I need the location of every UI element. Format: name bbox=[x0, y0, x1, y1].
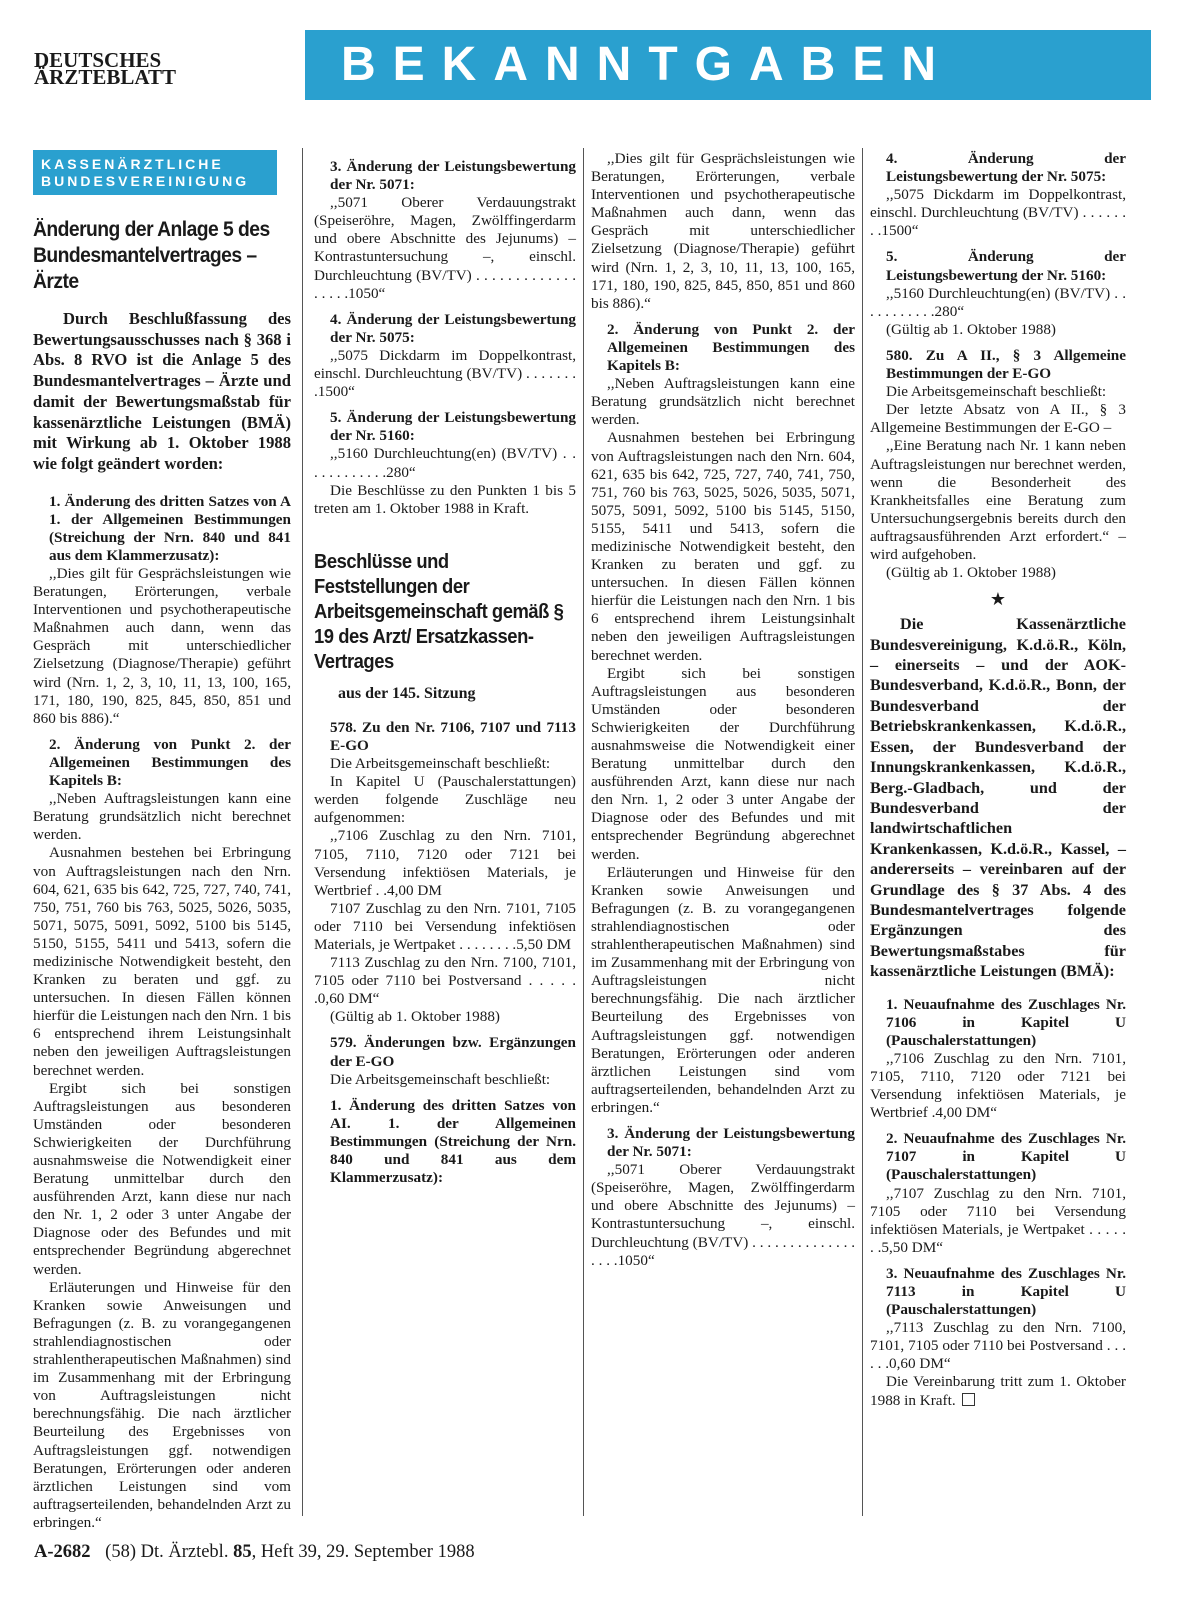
journal-masthead bbox=[34, 48, 204, 89]
column-4 bbox=[870, 150, 1126, 1410]
article-2-validity: (Gültig ab 1. Oktober 1988) bbox=[886, 564, 1056, 582]
article-1-paragraph: ,,Dies gilt für Gesprächsleistungen wie Beratungen, Erörterungen, verbale Interventionen und psychotherapeutische Maßnahmen auch dann, wenn das Gespräch mit unterschiedlicher Zielsetzung (Diagnose/Therapie) geführt wird (Nrn. 1, 2, 3, 10, 11, 13, 100, 165, 171, 180, 190, 825, 845, 850, 851 und 860 bis 886).“ bbox=[33, 565, 291, 727]
article-1-paragraph: ,,Neben Auftragsleistungen kann eine Beratung grundsätzlich nicht berechnet werden. bbox=[33, 790, 291, 844]
masthead-line-1: DEUTSCHES bbox=[34, 48, 162, 72]
article-2-heading-579-4: 4. Änderung der Leistungsbewertung der Nr. 5075: bbox=[886, 150, 1126, 186]
article-2-heading-579-5: 5. Änderung der Leistungsbewertung der Nr. 5160: bbox=[886, 248, 1126, 284]
section-tag bbox=[33, 150, 277, 195]
volume-number: 85 bbox=[233, 1542, 252, 1562]
article-2-paragraph: ,,Neben Auftragsleistungen kann eine Beratung grundsätzlich nicht berechnet werden. bbox=[591, 375, 855, 429]
article-2-paragraph: ,,5075 Dickdarm im Doppelkontrast, einschl. Durchleuchtung (BV/TV) . . . . . . . .1500“ bbox=[870, 186, 1126, 240]
article-2-paragraph: In Kapitel U (Pauschalerstattungen) werden folgende Zuschläge neu aufgenommen: bbox=[314, 773, 576, 827]
section-tag-line-2: BUNDESVEREINIGUNG bbox=[41, 173, 250, 189]
article-1-paragraph: Die Beschlüsse zu den Punkten 1 bis 5 treten am 1. Oktober 1988 in Kraft. bbox=[314, 481, 576, 517]
page-number: A-2682 bbox=[34, 1542, 91, 1562]
article-2-paragraph: Die Arbeitsgemeinschaft beschließt: bbox=[330, 755, 551, 773]
article-2-paragraph: ,,Dies gilt für Gesprächsleistungen wie Beratungen, Erörterungen, verbale Interventionen und psychotherapeutische Maßnahmen auch dann, wenn das Gespräch mit unterschiedlicher Zielsetzung (Diagnose/Therapie) geführt wird (Nrn. 1, 2, 3, 10, 11, 13, 100, 165, 171, 180, 190, 825, 845, 850, 851 und 860 bis 886).“ bbox=[591, 150, 855, 312]
article-1-paragraph-continues: Erläuterungen und Hinweise für den Kranken sowie Anweisungen und Befragungen (z. B. zu vorangegangenen strahlendiagnostischen oder strahlentherapeutischen Maßnahmen) sind im Zusammenhang mit der Erbringung von Auftragsleistungen nicht berechnungsfähig. Die nach ärztlicher Beurteilung des Ergebnisses von Auftragsleistungen ggf. notwendigen Beratungen, Erörterungen oder anderen ärztlichen Leistungen sind vom auftragserteilenden, behandelnden Arzt zu erbringen.“ bbox=[33, 1278, 291, 1531]
page-footer bbox=[34, 1542, 475, 1563]
column-divider bbox=[302, 148, 303, 1516]
article-1-heading-4: 4. Änderung der Leistungsbewertung der Nr. 5075: bbox=[330, 310, 576, 346]
article-2-heading-579-1: 1. Änderung des dritten Satzes von AI. 1. der Allgemeinen Bestimmungen (Streichung der Nrn. 840 und 841 aus dem Klammerzusatz): bbox=[330, 1096, 576, 1187]
article-1-lead: Durch Beschlußfassung des Bewertungsausschusses nach § 368 i Abs. 8 RVO ist die Anlage 5 des Bundesmantelvertrages – Ärzte und damit der Bewertungsmaßstab für kassenärztliche Leistungen (BMÄ) mit Wirkung ab 1. Oktober 1988 wie folgt geändert worden: bbox=[33, 309, 291, 473]
article-2-subtitle: aus der 145. Sitzung bbox=[338, 684, 476, 702]
article-1-title: Änderung der Anlage 5 des Bundesmantelvertrages – Ärzte bbox=[33, 218, 270, 293]
article-2-heading-580: 580. Zu A II., § 3 Allgemeine Bestimmungen der E-GO bbox=[886, 346, 1126, 383]
article-1-heading-3: 3. Änderung der Leistungsbewertung der Nr. 5071: bbox=[330, 158, 576, 194]
article-2-paragraph: 7113 Zuschlag zu den Nrn. 7100, 7101, 7105 oder 7110 bei Postversand . . . . . .0,60 DM“ bbox=[314, 954, 576, 1008]
article-2-paragraph: Ergibt sich bei sonstigen Auftragsleistungen aus besonderen Umständen oder besonderen Schwierigkeiten der Durchführung ausnahmsweise die Notwendigkeit einer Beratung unmittelbar durch den ausführenden Arzt, kann diese nur nach den Nrn. 1, 2 oder 3 unter Angabe der Diagnose oder des Befundes und mit entsprechender Begründung abgerechnet werden. bbox=[591, 664, 855, 863]
article-3-lead: Die Kassenärztliche Bundesvereinigung, K.d.ö.R., Köln, – einerseits – und der AOK-Bundesverband, K.d.ö.R., Bonn, der Bundesverband der Betriebskrankenkassen, K.d.ö.R., Essen, der Bundesverband der Innungskrankenkassen, K.d.ö.R., Berg.-Gladbach, und der Bundesverband der landwirtschaftlichen Krankenkassen, K.d.ö.R., Kassel, – andererseits – vereinbaren auf der Grundlage des § 37 Abs. 4 des Bundesmantelvertrages folgende Ergänzungen des Bewertungsmaßstabes für kassenärztliche Leistungen (BMÄ): bbox=[870, 615, 1126, 981]
article-1-paragraph: ,,5160 Durchleuchtung(en) (BV/TV) . . . . . . . . . . . .280“ bbox=[314, 445, 576, 481]
section-banner bbox=[305, 30, 1151, 100]
issue-date: , Heft 39, 29. September 1988 bbox=[251, 1542, 475, 1562]
article-2-paragraph: Ausnahmen bestehen bei Erbringung von Auftragsleistungen nach den Nrn. 604, 621, 635 bis 642, 725, 727, 740, 741, 750, 751, 760 bis 763, 5025, 5026, 5035, 5071, 5075, 5091, 5092, 5100 bis 5145, 5150, 5155, 5411 und 5413, sofern die medizinische Notwendigkeit besteht, den Kranken zu beraten und ggf. zu untersuchen. In diesen Fällen können hierfür die Leistungen nach den Nrn. 1 bis 6 entsprechend ihrem Leistungsinhalt neben den jeweiligen Auftragsleistungen berechnet werden. bbox=[591, 429, 855, 664]
article-3-heading-3: 3. Neuaufnahme des Zuschlages Nr. 7113 in Kapitel U (Pauschalerstattungen) bbox=[886, 1264, 1126, 1319]
article-2-paragraph: Erläuterungen und Hinweise für den Kranken sowie Anweisungen und Befragungen (z. B. zu vorangegangenen strahlendiagnostischen oder strahlentherapeutischen Maßnahmen) sind im Zusammenhang mit der Erbringung von Auftragsleistungen nicht berechnungsfähig. Die nach ärztlicher Beurteilung des Ergebnisses von Auftragsleistungen ggf. notwendigen Beratungen, Erörterungen oder anderen ärztlichen Leistungen sind vom auftragserteilenden, behandelnden Arzt zu erbringen.“ bbox=[591, 863, 855, 1116]
column-divider bbox=[583, 148, 584, 1516]
article-1-paragraph: Ergibt sich bei sonstigen Auftragsleistungen aus besonderen Umständen oder besonderen Schwierigkeiten der Durchführung ausnahmsweise die Notwendigkeit einer Beratung unmittelbar durch den ausführenden Arzt, kann diese nur nach den Nr. 1, 2 oder 3 unter Angabe der Diagnose oder des Befundes und mit entsprechender Begründung abgerechnet werden. bbox=[33, 1079, 291, 1278]
article-2-paragraph: ,,5071 Oberer Verdauungstrakt (Speiseröhre, Magen, Zwölffingerdarm und obere Abschnitte des Jejunums) – Kontrastuntersuchung –, einschl. Durchleuchtung (BV/TV) . . . . . . . . . . . . . . . . . .1050“ bbox=[591, 1161, 855, 1269]
article-2-paragraph: ,,Eine Beratung nach Nr. 1 kann neben Auftragsleistungen nur berechnet werden, wenn die Besonderheit des Krankheitsfalles eine Beratung zum Untersuchungsergebnis bereits durch den auftragsausführenden Arzt erfordert.“ – wird aufgehoben. bbox=[870, 437, 1126, 563]
masthead-line-2: ÄRZTEBLATT bbox=[34, 65, 176, 89]
article-2-validity: (Gültig ab 1. Oktober 1988) bbox=[330, 1008, 500, 1026]
article-3-closing-text: Die Vereinbarung tritt zum 1. Oktober 1988 in Kraft. bbox=[870, 1373, 1126, 1409]
article-2-paragraph: 7107 Zuschlag zu den Nrn. 7101, 7105 oder 7110 bei Versendung infektiösen Materials, je Wertpaket . . . . . . . .5,50 DM bbox=[314, 899, 576, 953]
article-2-heading-579-2: 2. Änderung von Punkt 2. der Allgemeinen Bestimmungen des Kapitels B: bbox=[607, 320, 855, 375]
article-2-validity: (Gültig ab 1. Oktober 1988) bbox=[886, 320, 1056, 338]
issue-reference: (58) Dt. Ärztebl. bbox=[105, 1542, 229, 1562]
section-tag-line-1: KASSENÄRZTLICHE bbox=[41, 156, 224, 172]
article-3-heading-2: 2. Neuaufnahme des Zuschlages Nr. 7107 in Kapitel U (Pauschalerstattungen) bbox=[886, 1130, 1126, 1184]
article-2-paragraph: Der letzte Absatz von A II., § 3 Allgemeine Bestimmungen der E-GO – bbox=[870, 401, 1126, 437]
banner-title: BEKANNTGABEN bbox=[341, 38, 953, 91]
article-1-heading-1: 1. Änderung des dritten Satzes von A 1. der Allgemeinen Bestimmungen (Streichung der Nrn. 840 und 841 aus dem Klammerzusatz): bbox=[49, 492, 291, 564]
article-3-paragraph: ,,7113 Zuschlag zu den Nrn. 7100, 7101, 7105 oder 7110 bei Postversand . . . . . .0,60 DM“ bbox=[870, 1319, 1126, 1373]
article-1-heading-2: 2. Änderung von Punkt 2. der Allgemeinen Bestimmungen des Kapitels B: bbox=[49, 735, 291, 790]
article-1-paragraph: Ausnahmen bestehen bei Erbringung von Auftragsleistungen nach den Nrn. 604, 621, 635 bis 642, 725, 727, 740, 741, 750, 751, 760 bis 763, 5025, 5026, 5035, 5071, 5075, 5091, 5092, 5100 bis 5145, 5150, 5155, 5411 und 5413, sofern die medizinische Notwendigkeit besteht, den Kranken zu beraten und ggf. zu untersuchen. In diesen Fällen können hierfür die Leistungen nach den Nrn. 1 bis 6 entsprechend ihrem Leistungsinhalt neben den jeweiligen Auftragsleistungen berechnet werden. bbox=[33, 844, 291, 1079]
article-2-title: Beschlüsse und Feststellungen der Arbeitsgemeinschaft gemäß § 19 des Arzt/ Ersatzkassen-Vertrages bbox=[314, 550, 564, 673]
end-of-article-icon bbox=[962, 1393, 975, 1406]
article-3-paragraph: ,,7107 Zuschlag zu den Nrn. 7101, 7105 oder 7110 bei Versendung infektiösen Materials, je Wertpaket . . . . . . .5,50 DM“ bbox=[870, 1184, 1126, 1256]
article-3-closing bbox=[870, 1373, 1126, 1409]
article-1-paragraph: ,,5071 Oberer Verdauungstrakt (Speiseröhre, Magen, Zwölffingerdarm und obere Abschnitte des Jejunums) – Kontrastuntersuchung –, einschl. Durchleuchtung (BV/TV) . . . . . . . . . . . . . . . . . .1050“ bbox=[314, 194, 576, 302]
column-3 bbox=[591, 150, 855, 1270]
article-2-paragraph: ,,7106 Zuschlag zu den Nrn. 7101, 7105, 7110, 7120 oder 7121 bei Versendung infektiösen Materials, je Wertbrief . .4,00 DM bbox=[314, 827, 576, 899]
column-1 bbox=[33, 150, 291, 1532]
article-3-heading-1: 1. Neuaufnahme des Zuschlages Nr. 7106 in Kapitel U (Pauschalerstattungen) bbox=[886, 995, 1126, 1049]
star-separator-icon: ★ bbox=[989, 589, 1007, 610]
column-divider bbox=[862, 148, 863, 1516]
article-3-paragraph: ,,7106 Zuschlag zu den Nrn. 7101, 7105, 7110, 7120 oder 7121 bei Versendung infektiösen Materials, je Wertbrief .4,00 DM“ bbox=[870, 1049, 1126, 1122]
article-1-heading-5: 5. Änderung der Leistungsbewertung der Nr. 5160: bbox=[330, 409, 576, 445]
article-2-paragraph: Die Arbeitsgemeinschaft beschließt: bbox=[330, 1070, 551, 1088]
column-2-content bbox=[314, 150, 576, 1187]
article-2-paragraph: Die Arbeitsgemeinschaft beschließt: bbox=[886, 383, 1107, 401]
article-2-paragraph: ,,5160 Durchleuchtung(en) (BV/TV) . . . . . . . . . . .280“ bbox=[870, 284, 1126, 320]
article-2-heading-579-3: 3. Änderung der Leistungsbewertung der Nr. 5071: bbox=[607, 1124, 855, 1161]
article-2-heading-579: 579. Änderungen bzw. Ergänzungen der E-GO bbox=[330, 1034, 576, 1070]
article-2-heading-578: 578. Zu den Nr. 7106, 7107 und 7113 E-GO bbox=[330, 718, 576, 754]
article-1-paragraph: ,,5075 Dickdarm im Doppelkontrast, einschl. Durchleuchtung (BV/TV) . . . . . . . .1500“ bbox=[314, 346, 576, 401]
